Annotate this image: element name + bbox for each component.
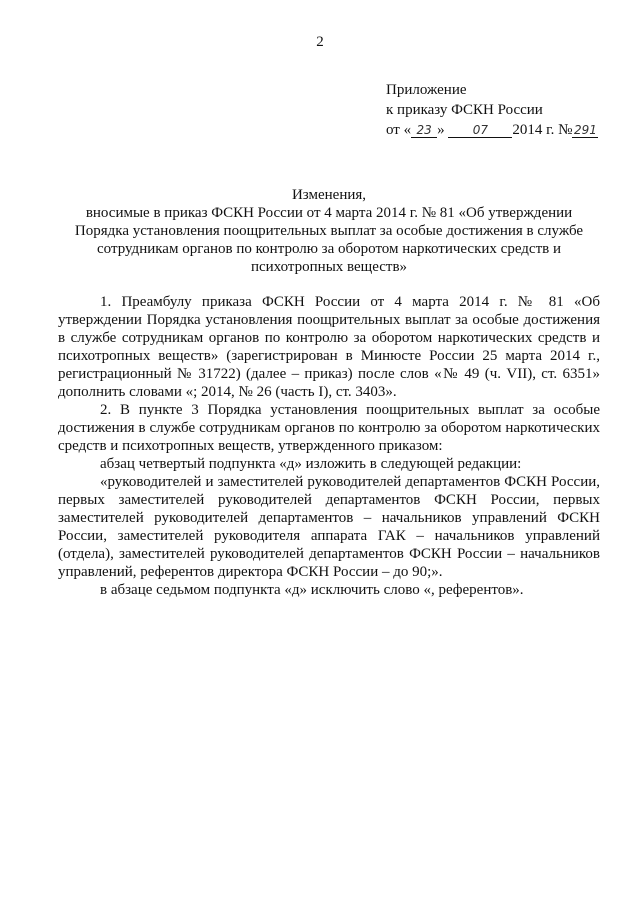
title-line: Порядка установления поощрительных выплат за особые достижения в службе (74, 223, 584, 239)
handwritten-order-number: 291 (573, 123, 597, 137)
date-quote-close: » (437, 122, 445, 138)
paragraph-3: абзац четвертый подпункта «д» изложить в следующей редакции: (100, 456, 522, 472)
handwritten-month: 07 (448, 123, 512, 138)
date-year-number: 2014 г. № (512, 122, 573, 138)
document-title (58, 186, 600, 276)
paragraph-1: 1. Преамбулу приказа ФСКН России от 4 марта 2014 г. № 81 «Об утверждении Порядка установления поощрительных выплат за особые достижения в службе сотрудникам органов по контролю за оборотом наркотических средств и психотропных веществ» (зарегистрирован в Минюсте России 25 марта 2014 г., регистрационный № 31722) (далее – приказ) после слов «№ 49 (ч. VII), ст. 6351» дополнить словами «; 2014, № 26 (часть I), ст. 3403». (58, 294, 600, 400)
date-prefix: от « (386, 122, 412, 138)
page-number: 2 (316, 34, 324, 50)
paragraph-4: «руководителей и заместителей руководителей департаментов ФСКН России, первых заместителей руководителей департаментов ФСКН России, первых заместителей руководителей департаментов – начальников управлений ФСКН России, заместителей руководителя аппарата ГАК – начальников управлений (отдела), заместителей руководителей департаментов ФСКН России – начальников управлений, референтов директора ФСКН России – до 90;». (58, 474, 600, 580)
appendix-order-ref: к приказу ФСКН России (386, 102, 543, 118)
document-body (58, 293, 600, 599)
paragraph-2: 2. В пункте 3 Порядка установления поощрительных выплат за особые достижения в службе сотрудникам органов по контролю за оборотом наркотических средств и психотропных веществ, утвержденного приказом: (58, 402, 600, 454)
title-line: сотрудникам органов по контролю за оборотом наркотических средств и (97, 241, 561, 257)
paragraph-5: в абзаце седьмом подпункта «д» исключить слово «, референтов». (100, 582, 524, 598)
title-line: Изменения, (291, 187, 367, 203)
title-line: вносимые в приказ ФСКН России от 4 марта 2014 г. № 81 «Об утверждении (85, 205, 573, 221)
handwritten-day: 23 (411, 123, 437, 138)
appendix-block (386, 80, 598, 140)
appendix-title: Приложение (386, 82, 467, 98)
appendix-date-line (386, 120, 598, 140)
title-line: психотропных веществ» (250, 259, 408, 275)
